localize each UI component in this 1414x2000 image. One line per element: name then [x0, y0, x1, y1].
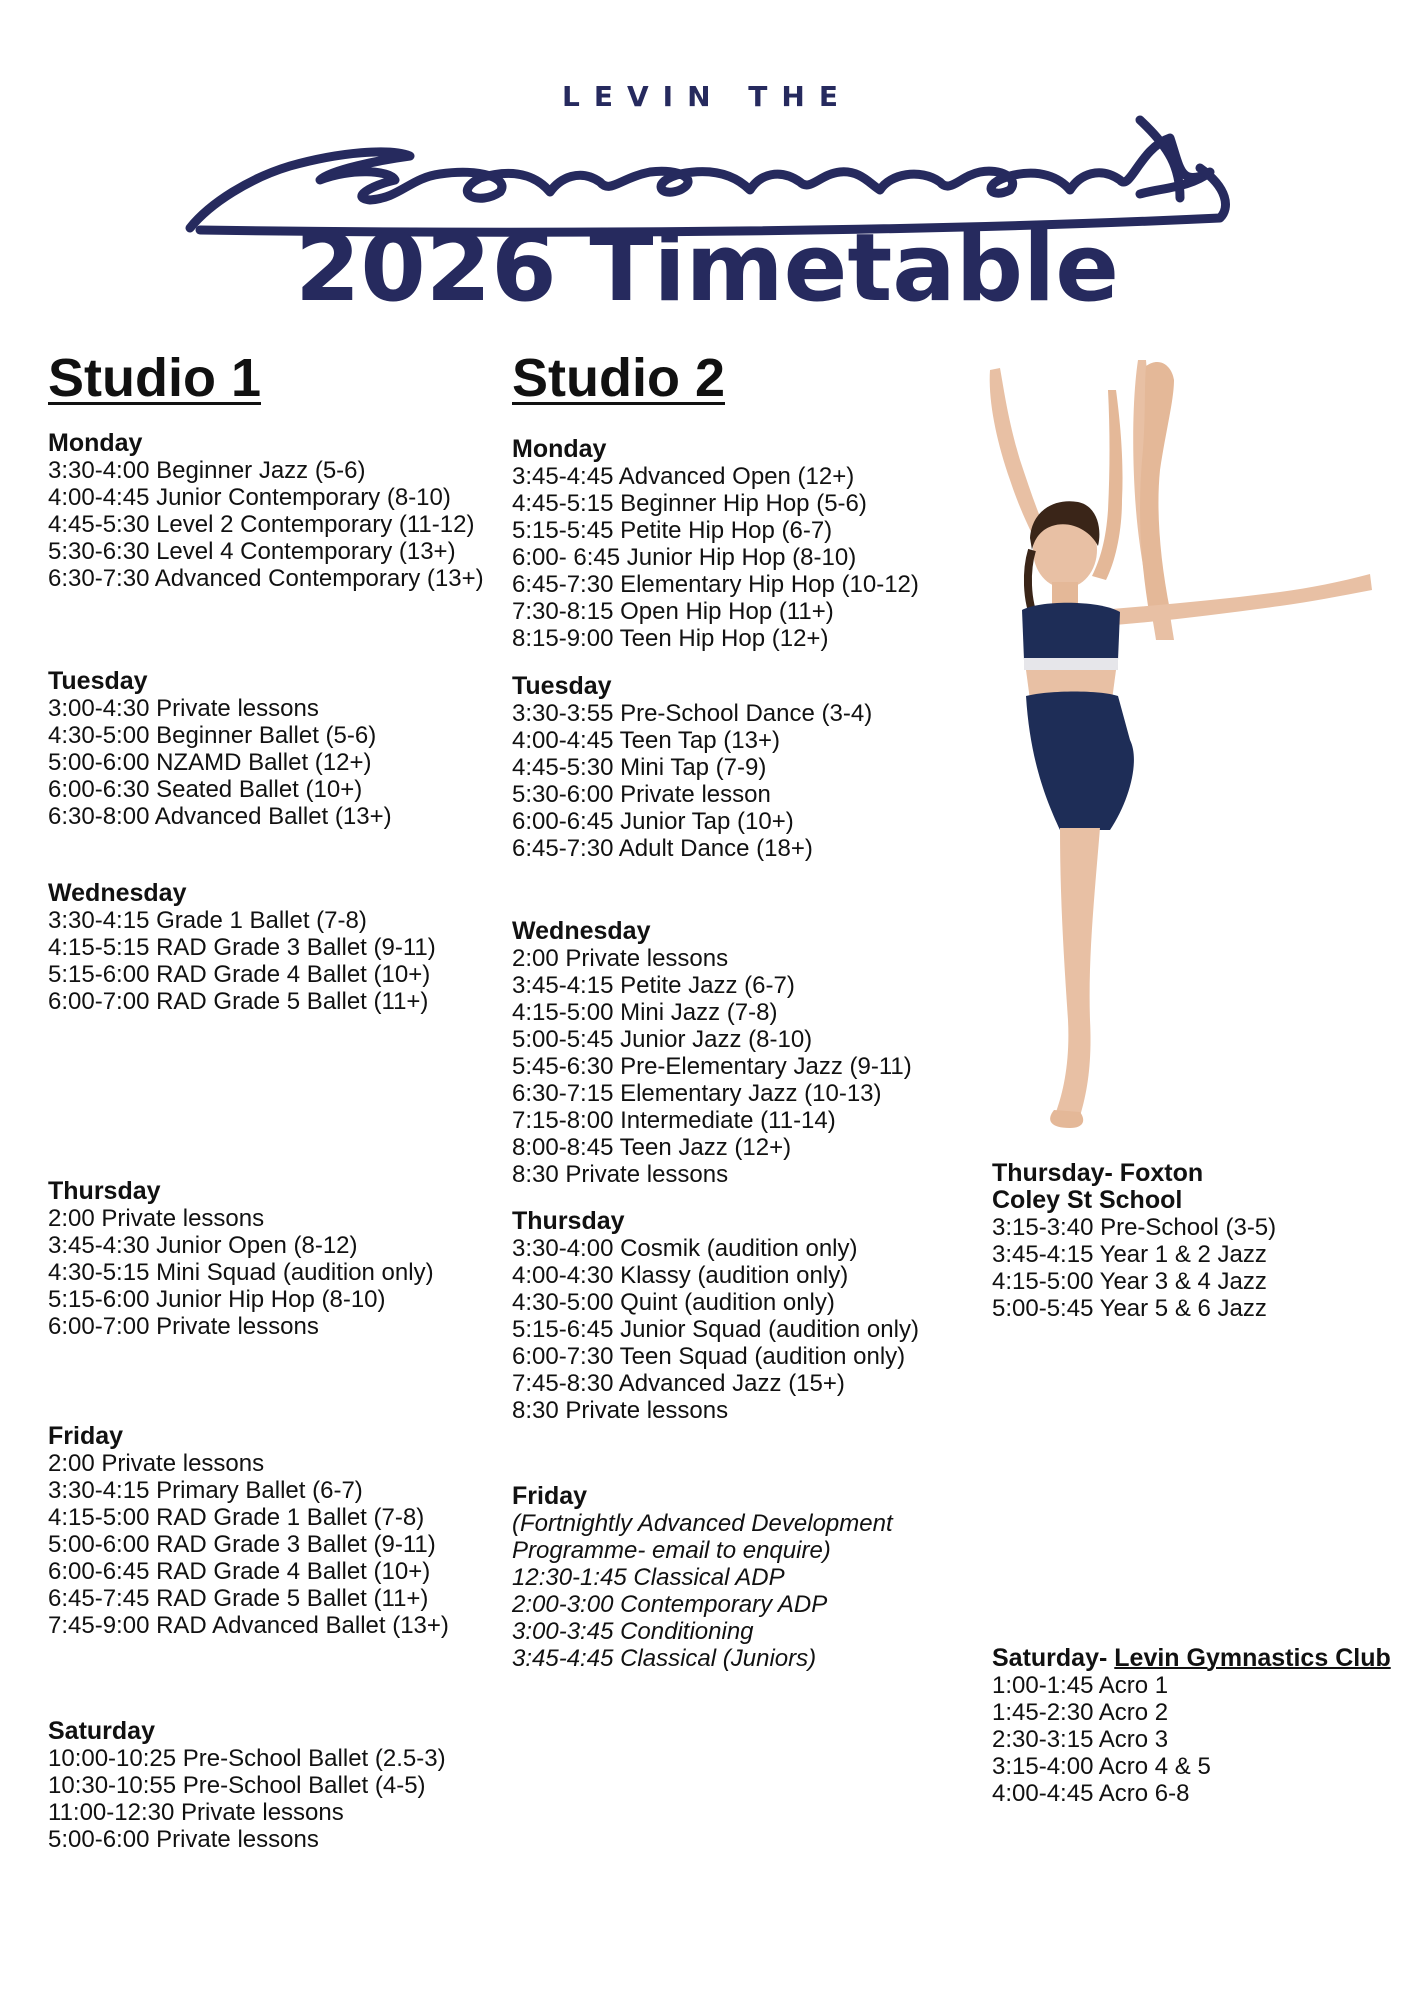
- studio1-monday: [48, 430, 568, 592]
- studio2-tuesday: [512, 673, 1032, 862]
- class-line: 3:30-4:00 Beginner Jazz (5-6): [48, 457, 366, 484]
- class-line: 3:00-3:45 Conditioning: [512, 1618, 754, 1645]
- class-line: 2:30-3:15 Acro 3: [992, 1726, 1169, 1753]
- class-line: 5:15-6:00 RAD Grade 4 Ballet (10+): [48, 961, 431, 988]
- studio2-thursday: [512, 1208, 1032, 1424]
- class-line: 8:30 Private lessons: [512, 1397, 729, 1424]
- class-line: 3:30-3:55 Pre-School Dance (3-4): [512, 700, 873, 727]
- class-line: 5:45-6:30 Pre-Elementary Jazz (9-11): [512, 1053, 912, 1080]
- class-line: 4:45-5:30 Level 2 Contemporary (11-12): [48, 511, 475, 538]
- class-line: 3:45-4:15 Year 1 & 2 Jazz: [992, 1241, 1267, 1268]
- class-line: 4:45-5:30 Mini Tap (7-9): [512, 754, 767, 781]
- studio-1-column: [48, 348, 508, 1853]
- class-line: (Fortnightly Advanced Development: [512, 1510, 893, 1537]
- class-line: 3:30-4:00 Cosmik (audition only): [512, 1235, 858, 1262]
- class-line: Programme- email to enquire): [512, 1537, 831, 1564]
- class-line: 8:00-8:45 Teen Jazz (12+): [512, 1134, 792, 1161]
- class-line: 10:00-10:25 Pre-School Ballet (2.5-3): [48, 1745, 446, 1772]
- class-line: 3:45-4:30 Junior Open (8-12): [48, 1232, 358, 1259]
- class-line: 2:00 Private lessons: [48, 1450, 265, 1477]
- class-line: 6:00-6:45 RAD Grade 4 Ballet (10+): [48, 1558, 431, 1585]
- day-title: Friday: [512, 1482, 588, 1510]
- day-title: Monday: [512, 435, 607, 463]
- gymnastics-saturday: [992, 1645, 1402, 1807]
- studio1-saturday: [48, 1718, 568, 1853]
- day-title: [992, 1645, 1402, 1672]
- day-title: Saturday: [48, 1717, 155, 1745]
- class-line: 3:45-4:15 Petite Jazz (6-7): [512, 972, 795, 999]
- class-line: 6:45-7:45 RAD Grade 5 Ballet (11+): [48, 1585, 429, 1612]
- class-line: 4:15-5:00 Mini Jazz (7-8): [512, 999, 778, 1026]
- day-title: Tuesday: [512, 672, 612, 700]
- day-title: Monday: [48, 429, 143, 457]
- class-line: 5:15-6:45 Junior Squad (audition only): [512, 1316, 919, 1343]
- class-line: 8:15-9:00 Teen Hip Hop (12+): [512, 625, 829, 652]
- class-line: 1:45-2:30 Acro 2: [992, 1699, 1169, 1726]
- class-line: 5:00-6:00 NZAMD Ballet (12+): [48, 749, 372, 776]
- class-line: 4:00-4:45 Acro 6-8: [992, 1780, 1190, 1807]
- class-line: 1:00-1:45 Acro 1: [992, 1672, 1169, 1699]
- class-line: 5:30-6:00 Private lesson: [512, 781, 771, 808]
- class-line: 7:45-9:00 RAD Advanced Ballet (13+): [48, 1612, 449, 1639]
- class-line: 7:45-8:30 Advanced Jazz (15+): [512, 1370, 845, 1397]
- class-line: 3:30-4:15 Grade 1 Ballet (7-8): [48, 907, 367, 934]
- class-line: 2:00 Private lessons: [512, 945, 729, 972]
- class-line: 4:00-4:45 Junior Contemporary (8-10): [48, 484, 451, 511]
- class-line: 6:00-7:00 RAD Grade 5 Ballet (11+): [48, 988, 429, 1015]
- class-line: 4:15-5:15 RAD Grade 3 Ballet (9-11): [48, 934, 436, 961]
- foxton-thursday: [992, 1160, 1392, 1322]
- day-title: Thursday: [48, 1177, 161, 1205]
- class-line: 6:00-7:30 Teen Squad (audition only): [512, 1343, 906, 1370]
- class-line: 4:15-5:00 Year 3 & 4 Jazz: [992, 1268, 1267, 1295]
- studio-1-heading: Studio 1: [48, 348, 261, 408]
- class-line: 6:00-6:45 Junior Tap (10+): [512, 808, 794, 835]
- class-line: 5:00-5:45 Year 5 & 6 Jazz: [992, 1295, 1267, 1322]
- class-line: 5:00-6:00 Private lessons: [48, 1826, 319, 1853]
- day-title: Wednesday: [512, 917, 651, 945]
- class-line: 6:30-7:15 Elementary Jazz (10-13): [512, 1080, 882, 1107]
- class-line: 6:00-6:30 Seated Ballet (10+): [48, 776, 363, 803]
- class-line: 5:00-6:00 RAD Grade 3 Ballet (9-11): [48, 1531, 436, 1558]
- class-line: 4:45-5:15 Beginner Hip Hop (5-6): [512, 490, 867, 517]
- class-line: 10:30-10:55 Pre-School Ballet (4-5): [48, 1772, 426, 1799]
- studio1-tuesday: [48, 668, 568, 830]
- class-line: 3:30-4:15 Primary Ballet (6-7): [48, 1477, 363, 1504]
- class-line: 4:00-4:30 Klassy (audition only): [512, 1262, 849, 1289]
- class-line: 3:45-4:45 Classical (Juniors): [512, 1645, 817, 1672]
- class-line: 4:30-5:15 Mini Squad (audition only): [48, 1259, 434, 1286]
- class-line: 4:15-5:00 RAD Grade 1 Ballet (7-8): [48, 1504, 425, 1531]
- day-title: Friday: [48, 1422, 124, 1450]
- class-line: 7:30-8:15 Open Hip Hop (11+): [512, 598, 834, 625]
- class-line: 5:15-5:45 Petite Hip Hop (6-7): [512, 517, 833, 544]
- class-line: 2:00-3:00 Contemporary ADP: [512, 1591, 828, 1618]
- class-line: 3:00-4:30 Private lessons: [48, 695, 319, 722]
- day-title: Tuesday: [48, 667, 148, 695]
- class-line: 3:15-4:00 Acro 4 & 5: [992, 1753, 1211, 1780]
- class-line: 5:30-6:30 Level 4 Contemporary (13+): [48, 538, 456, 565]
- day-title: Thursday: [512, 1207, 625, 1235]
- studio2-monday: [512, 436, 1032, 652]
- class-line: 2:00 Private lessons: [48, 1205, 265, 1232]
- class-line: 5:15-6:00 Junior Hip Hop (8-10): [48, 1286, 386, 1313]
- studio-2-column: [512, 348, 982, 1672]
- class-line: 6:00-7:00 Private lessons: [48, 1313, 319, 1340]
- day-title: Wednesday: [48, 879, 187, 907]
- gymnastics-club-link[interactable]: Levin Gymnastics Club: [1114, 1644, 1391, 1672]
- studio2-friday: [512, 1483, 1032, 1672]
- class-line: 4:30-5:00 Beginner Ballet (5-6): [48, 722, 377, 749]
- class-line: 11:00-12:30 Private lessons: [48, 1799, 344, 1826]
- class-line: 5:00-5:45 Junior Jazz (8-10): [512, 1026, 813, 1053]
- class-line: 4:30-5:00 Quint (audition only): [512, 1289, 835, 1316]
- studio1-friday: [48, 1423, 568, 1639]
- class-line: 3:45-4:45 Advanced Open (12+): [512, 463, 855, 490]
- class-line: 7:15-8:00 Intermediate (11-14): [512, 1107, 836, 1134]
- class-line: 12:30-1:45 Classical ADP: [512, 1564, 785, 1591]
- class-line: 8:30 Private lessons: [512, 1161, 729, 1188]
- venue-title: Coley St School: [992, 1186, 1183, 1214]
- studio2-wednesday: [512, 918, 1032, 1188]
- class-line: 6:45-7:30 Elementary Hip Hop (10-12): [512, 571, 919, 598]
- page-title: 2026 Timetable: [294, 214, 1119, 323]
- class-line: 6:00- 6:45 Junior Hip Hop (8-10): [512, 544, 857, 571]
- class-line: 3:15-3:40 Pre-School (3-5): [992, 1214, 1277, 1241]
- class-line: 6:30-8:00 Advanced Ballet (13+): [48, 803, 392, 830]
- day-title: Thursday- Foxton: [992, 1159, 1204, 1187]
- dancer-photo: [960, 360, 1380, 1130]
- class-line: 6:45-7:30 Adult Dance (18+): [512, 835, 813, 862]
- studio1-thursday: [48, 1178, 568, 1340]
- studio-2-heading: Studio 2: [512, 348, 725, 408]
- brand-top-line: LEVIN THE: [562, 80, 852, 113]
- day-title-prefix: Saturday-: [992, 1644, 1115, 1672]
- class-line: 4:00-4:45 Teen Tap (13+): [512, 727, 780, 754]
- studio1-wednesday: [48, 880, 568, 1015]
- class-line: 6:30-7:30 Advanced Contemporary (13+): [48, 565, 484, 592]
